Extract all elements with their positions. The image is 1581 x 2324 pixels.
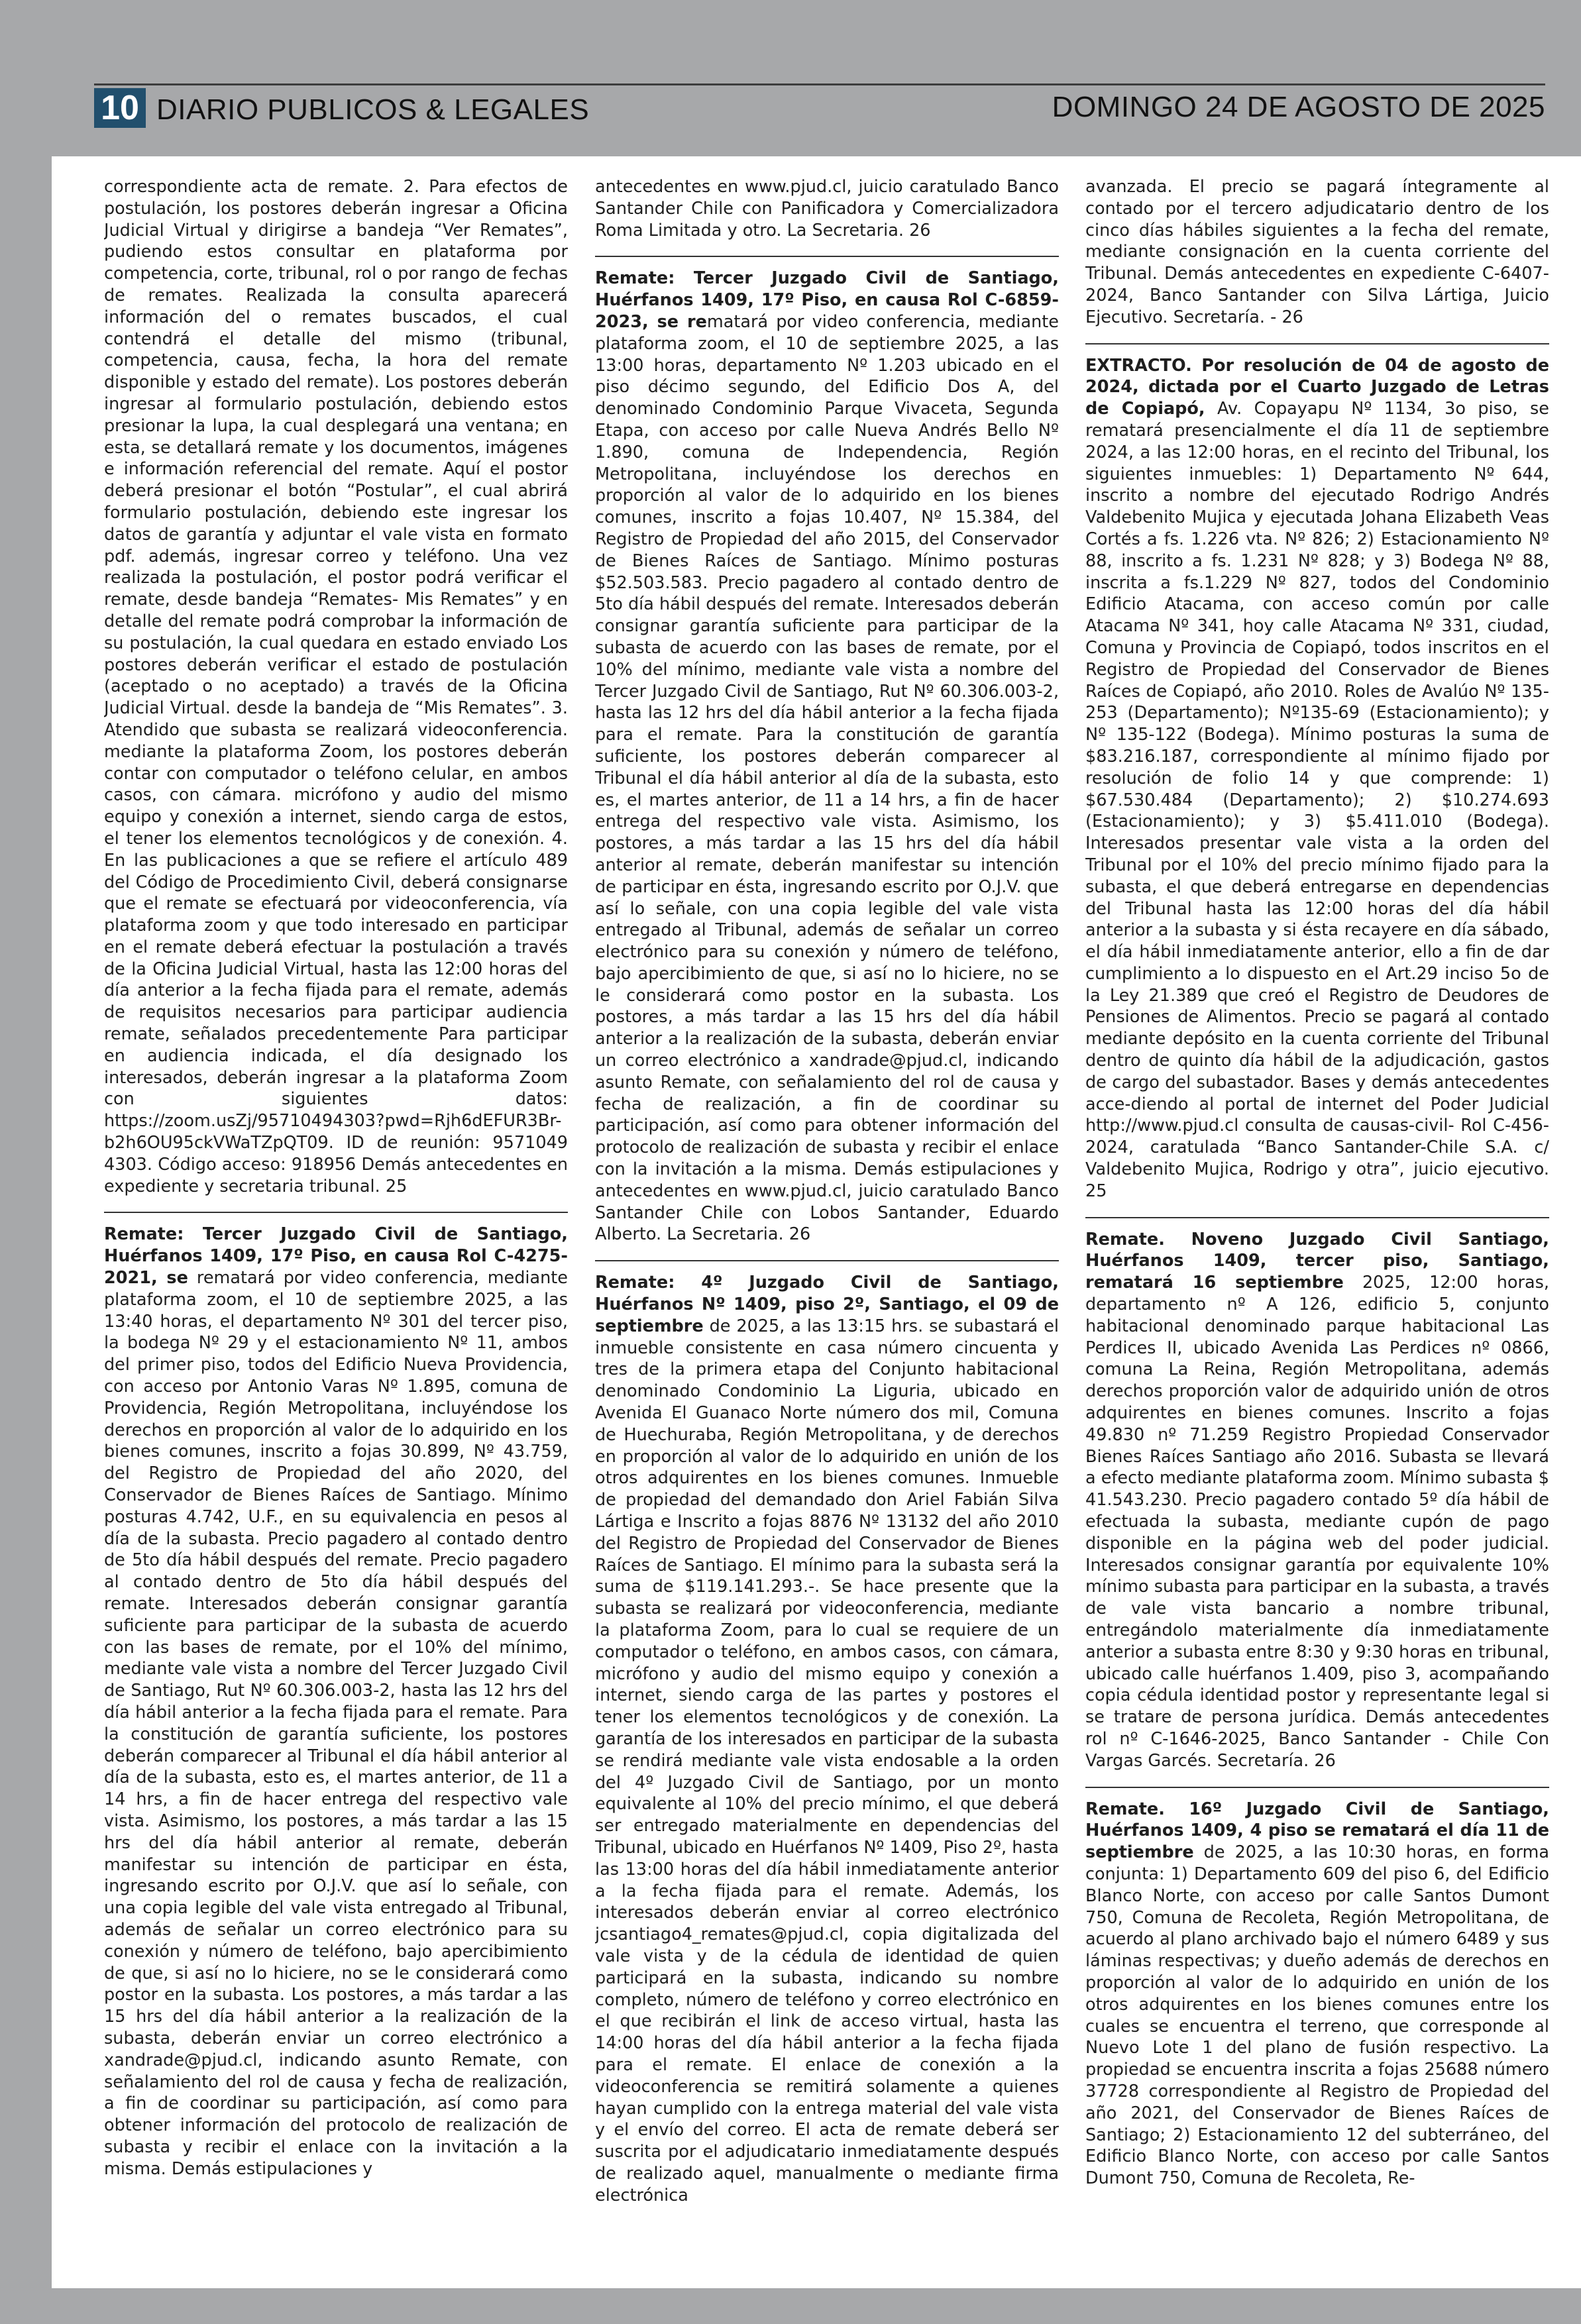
notice-continuation [1085,176,1549,329]
notice [1085,355,1549,1202]
column-3 [1085,176,1549,2276]
notice-heading: Remate: 4º Juzgado Civil de Santiago, Huérfanos Nº 1409, piso 2º, Santiago, el 09 de septiembre [595,1273,1059,1336]
notice-heading: EXTRACTO. Por resolución de 04 de agosto de 2024, dictada por el Cuarto Juzgado de Letras de Copiapó, [1085,355,1549,419]
page-header [94,83,1545,129]
notice [1085,1799,1549,2190]
notice-text: antecedentes en www.pjud.cl, juicio caratulado Banco Santander Chile con Panificadora y Comercializadora Roma Limitada y otro. La Secretaria. 26 [595,177,1059,240]
notice-text: de 2025, a las 13:15 hrs. se subastará el inmueble consistente en casa número cincuenta y tres de la primera etapa del Conjunto habitacional denominado Condominio La Liguria, ubicado en Avenida El Guanaco Norte número dos mil, Comuna de Huechuraba, Región Metropolitana, y de derechos en proporción al valor de lo adquirido en unión de los otros adquirentes en los bienes comunes. Inmueble de propiedad del demandado don Ariel Fabián Silva Lártiga e Inscrito a fojas 8876 Nº 13132 del año 2010 del Registro de Propiedad del Conservador de Bienes Raíces de Santiago. El mínimo para la subasta será la suma de $119.141.293.-. Se hace presente que la subasta se realizará por videoconferencia, mediante la plataforma Zoom, para lo cual se requiere de un computador o teléfono, en ambos casos, con cámara, micrófono y audio del mismo equipo y conexión a internet, siendo carga de las partes y postores el tener los elementos tecnológicos y de conexión. La garantía de los interesados en participar de la subasta se rendirá mediante vale vista endosable a la orden del 4º Juzgado Civil de Santiago, por un monto equivalente al 10% del precio mínimo, el que deberá ser entregado materialmente en dependencias del Tribunal, ubicado en Huérfanos Nº 1409, Piso 2º, hasta las 13:00 horas del día hábil inmediatamente anterior a la fecha fijada para el remate. Además, los interesados deberán enviar al correo electrónico jcsantiago4_remates@pjud.cl, copia digitalizada del vale vista y de la cédula de identidad de quien participará en la subasta, indicando su nombre completo, número de teléfono y correo electrónico en el que recibirán el link de acceso virtual, hasta las 14:00 horas del día hábil anterior a la fecha fijada para el remate. El enlace de conexión a la videoconferencia se remitirá solamente a quienes hayan cumplido con la entrega material del vale vista y el envío del correo. El acta de remate deberá ser suscrita por el adjudicatario inmediatamente después de realizado aquel, manualmente o mediante firma electrónica [595,1316,1059,2205]
notice-continuation [104,176,568,1197]
content-sheet [52,156,1581,2288]
notice-continuation [595,176,1059,241]
notice-text: matará por video conferencia, mediante plataforma zoom, el 10 de septiembre 2025, a las 13:00 horas, departamento Nº 1.203 ubicado en el piso décimo segundo, del Edificio Dos A, del denominado Condominio Parque Vivaceta, Segunda Etapa, con acceso por calle Nueva Andrés Bello Nº 1.890, comuna de Independencia, Región Metropolitana, incluyéndose los derechos en proporción al valor de lo adquirido en los bienes comunes, inscrito a fojas 10.407, Nº 15.384, del Registro de Propiedad del año 2015, del Conservador de Bienes Raíces de Santiago. Mínimo posturas $52.503.583. Precio pagadero al contado dentro de 5to día hábil después del remate. Interesados deberán consignar garantía suficiente para participar de la subasta de acuerdo con las bases de remate, por el 10% del mínimo, mediante vale vista a nombre del Tercer Juzgado Civil de Santiago, Rut Nº 60.306.003-2, hasta las 12 hrs del día hábil anterior a la fecha fijada para el remate. Para la constitución de garantía suficiente, los postores deberán comparecer al Tribunal el día hábil anterior al día de la subasta, esto es, el martes anterior, de 11 a 14 hrs, a fin de hacer entrega del respectivo vale vista. Asimismo, los postores, a más tardar a las 15 hrs del día hábil anterior al remate, deberán manifestar su intención de participar en ésta, ingresando escrito por O.J.V. que así lo señale, con una copia legible del vale vista entregado al Tribunal, además de señalar un correo electrónico para su conexión y número de teléfono, bajo apercibimiento de que, si así no lo hiciere, no se le considerará como postor en la subasta. Los postores, a más tardar a las 15 hrs del día hábil anterior a la realización de la subasta, deberán enviar un correo electrónico a xandrade@pjud.cl, indicando asunto Remate, con señalamiento del rol de causa y fecha de realización, a fin de coordinar su participación, así como para obtener información del protocolo de realización de subasta y recibir el enlace con la invitación a la misma. Demás estipulaciones y antecedentes en www.pjud.cl, juicio caratulado Banco Santander Chile con Lobos Santander, Eduardo Alberto. La Secretaria. 26 [595,311,1059,1245]
column-2 [595,176,1059,2276]
publication-date: DOMINGO 24 DE AGOSTO DE 2025 [1052,91,1545,123]
notice-heading: Remate. Noveno Juzgado Civil Santiago, Huérfanos 1409, tercer piso, Santiago, rematará 16 septiembre [1085,1229,1549,1293]
notice-heading: Remate. 16º Juzgado Civil de Santiago, Huérfanos 1409, 4 piso se rematará el día 11 de septiembre [1085,1799,1549,1863]
notice-divider [1085,1217,1549,1218]
newspaper-page [11,0,1581,2324]
notice-text: avanzada. El precio se pagará íntegramente al contado por el tercero adjudicatario dentro de los cinco días hábiles siguientes a la fecha del remate, mediante consignación en la cuenta corriente del Tribunal. Demás antecedentes en expediente C-6407-2024, Banco Santander con Silva Lártiga, Juicio Ejecutivo. Secretaría. - 26 [1085,177,1549,327]
notice-divider [104,1212,568,1213]
notice-text: correspondiente acta de remate. 2. Para efectos de postulación, los postores deberán ingresar a Oficina Judicial Virtual y dirigirse a bandeja “Ver Remates”, pudiendo estos consultar en plataforma por competencia, corte, tribunal, rol o por rango de fechas de remates. Realizada la consulta aparecerá información del o remates buscados, el cual contendrá el detalle del mismo (tribunal, competencia, causa, fecha, la hora del remate disponible y estado del remate). Los postores deberán ingresar al formulario postulación, debiendo estos presionar la lupa, la cual desplegará una ventana; en esta, se detallará remate y los documentos, imágenes e información referencial del remate. Aquí el postor deberá presionar el botón “Postular”, el cual abrirá formulario postulación, debiendo este ingresar los datos de garantía y adjuntar el vale vista en formato pdf. además, ingresar correo y teléfono. Una vez realizada la postulación, el postor podrá verificar el remate, desde bandeja “Remates- Mis Remates” y en detalle del remate podrá comprobar la información de su postulación, la cual quedara en estado enviado Los postores deberán verificar el estado de postulación (aceptado o no aceptado) a través de la Oficina Judicial Virtual. desde la bandeja de “Mis Remates”. 3. Atendido que subasta se realizará videoconferencia. mediante la plataforma Zoom, los postores deberán contar con computador o teléfono celular, en ambos casos, con cámara. micrófono y audio del mismo equipo y conexión a internet, siendo carga de estos, el tener los elementos tecnológicos y de conexión. 4. En las publicaciones a que se refiere el artículo 489 del Código de Procedimiento Civil, deberá consignarse que el remate se efectuará por videoconferencia, vía plataforma zoom y que todo interesado en participar en el remate deberá efectuar la postulación a través de la Oficina Judicial Virtual, hasta las 12:00 horas del día anterior a la fecha fijada para el remate, además de requisitos necesarios para participar audiencia remate, señalados precedentemente Para participar en audiencia indicada, el día designado los interesados, deberán ingresar a la plataforma Zoom con siguientes datos: https://zoom.usZj/95710494303?pwd=Rjh6dEFUR3Br-b2h6OU95ckVWaTZpQT09. ID de reunión: 9571049 4303. Código acceso: 918956 Demás antecedentes en expediente y secretaria tribunal. 25 [104,177,568,1196]
notice-text: 2025, 12:00 horas, departamento nº A 126, edificio 5, conjunto habitacional denominado parque habitacional Las Perdices II, ubicado Avenida Las Perdices nº 0866, comuna La Reina, Región Metropolitana, además derechos proporción valor de adquirido unión de otros adquirentes en bienes comunes. Inscrito a fojas 49.830 nº 71.259 Registro Propiedad Conservador Bienes Raíces Santiago año 2016. Subasta se llevará a efecto mediante plataforma zoom. Mínimo subasta $ 41.543.230. Precio pagadero contado 5º día hábil de efectuada la subasta, mediante cupón de pago disponible en la página web del poder judicial. Interesados consignar garantía por equivalente 10% mínimo subasta para participar en la subasta, a través de vale vista bancario a nombre tribunal, entregándolo materialmente día inmediatamente anterior a subasta entre 8:30 y 9:30 horas en tribunal, ubicado calle huérfanos 1.409, piso 3, acompañando copia cédula identidad postor y representante legal si se tratare de persona jurídica. Demás antecedentes rol nº C-1646-2025, Banco Santander - Chile Con Vargas Garcés. Secretaría. 26 [1085,1273,1549,1771]
notice-divider [595,1260,1059,1261]
notice [595,1272,1059,2206]
publication-name: DIARIO PUBLICOS & LEGALES [156,93,590,126]
notice-divider [1085,343,1549,344]
notice [104,1224,568,2180]
notice-divider [595,256,1059,257]
notice-heading: Remate: Tercer Juzgado Civil de Santiago, Huérfanos 1409, 17º Piso, en causa Rol C-6859-2023, se re [595,268,1059,332]
notice-text: rematará por video conferencia, mediante plataforma zoom, el 10 de septiembre 2025, a las 13:40 horas, el departamento Nº 301 del tercer piso, la bodega Nº 29 y el estacionamiento Nº 11, ambos del primer piso, todos del Edificio Nueva Providencia, con acceso por Antonio Varas Nº 1.895, comuna de Providencia, Región Metropolitana, incluyéndose los derechos en proporción al valor de lo adquirido en los bienes comunes, inscrito a fojas 30.899, Nº 43.759, del Registro de Propiedad del año 2020, del Conservador de Bienes Raíces de Santiago. Mínimo posturas 4.742, U.F., en su equivalencia en pesos al día de la subasta. Precio pagadero al contado dentro de 5to día hábil después del remate. Precio pagadero al contado dentro de 5to día hábil después del remate. Interesados deberán consignar garantía suficiente para participar de la subasta de acuerdo con las bases de remate, por el 10% del mínimo, mediante vale vista a nombre del Tercer Juzgado Civil de Santiago, Rut Nº 60.306.003-2, hasta las 12 hrs del día hábil anterior a la fecha fijada para el remate. Para la constitución de garantía suficiente, los postores deberán comparecer al Tribunal el día hábil anterior al día de la subasta, esto es, el martes anterior, de 11 a 14 hrs, a fin de hacer entrega del respectivo vale vista. Asimismo, los postores, a más tardar a las 15 hrs del día hábil anterior al remate, deberán manifestar su intención de participar en ésta, ingresando escrito por O.J.V. que así lo señale, con una copia legible del vale vista entregado al Tribunal, además de señalar un correo electrónico para su conexión y número de teléfono, bajo apercibimiento de que, si así no lo hiciere, no se le considerará como postor en la subasta. Los postores, a más tardar a las 15 hrs del día hábil anterior a la realización de la subasta, deberán enviar un correo electrónico a xandrade@pjud.cl, indicando asunto Remate, con señalamiento del rol de causa y fecha de realización, a fin de coordinar su participación, así como para obtener información del protocolo de realización de subasta y recibir el enlace con la invitación a la misma. Demás estipulaciones y [104,1268,568,2179]
page-number: 10 [94,88,146,128]
notice-text: de 2025, a las 10:30 horas, en forma conjunta: 1) Departamento 609 del piso 6, del Edificio Blanco Norte, con acceso por calle Santos Dumont 750, Comuna de Recoleta, Región Metropolitana, de acuerdo al plano archivado bajo el número 6489 y sus láminas respectivas; y dueño además de derechos en proporción al valor de lo adquirido en unión de los otros adquirentes en los bienes comunes entre los cuales se encuentra el terreno, que corresponde al Nuevo Lote 1 del plano de fusión respectivo. La propiedad se encuentra inscrita a fojas 25688 número 37728 correspondiente al Registro de Propiedad del año 2021, del Conservador de Bienes Raíces de Santiago; 2) Estacionamiento 12 del subterráneo, del Edificio Blanco Norte, con acceso por calle Santos Dumont 750, Comuna de Recoleta, Re- [1085,1842,1549,2189]
notice-text: Av. Copayapu Nº 1134, 3o piso, se rematará presencialmente el día 11 de septiembre 2024, a las 12:00 horas, en el recinto del Tribunal, los siguientes inmuebles: 1) Departamento Nº 644, inscrito a nombre del ejecutado Rodrigo Andrés Valdebenito Mujica y ejecutada Johana Elizabeth Veas Cortés a fs. 1.226 vta. Nº 826; 2) Estacionamiento Nº 88, inscrito a fs. 1.231 Nº 828; y 3) Bodega Nº 88, inscrita a fs.1.229 Nº 827, todos del Condominio Edificio Atacama, con acceso común por calle Atacama Nº 341, hoy calle Atacama Nº 331, ciudad, Comuna y Provincia de Copiapó, todos inscritos en el Registro de Propiedad del Conservador de Bienes Raíces de Copiapó, año 2010. Roles de Avalúo Nº 135-253 (Departamento); Nº135-69 (Estacionamiento); y Nº 135-122 (Bodega). Mínimo posturas la suma de $83.216.187, correspondiente al mínimo fijado por resolución de folio 14 y que comprende: 1) $67.530.484 (Departamento); 2) $10.274.693 (Estacionamiento); y 3) $5.411.010 (Bodega). Interesados presentar vale vista a la orden del Tribunal por el 10% del precio mínimo fijado para la subasta, el que deberá entregarse en dependencias del Tribunal hasta las 12:00 horas del día hábil anterior a la subasta y si ésta recayere en día sábado, el día hábil inmediatamente anterior, ello a fin de dar cumplimiento a lo dispuesto en el Art.29 inciso 5o de la Ley 21.389 que creó el Registro de Deudores de Pensiones de Alimentos. Precio se pagará al contado mediante depósito en la cuenta corriente del Tribunal dentro de quinto día hábil de la adjudicación, gastos de cargo del subastador. Bases y demás antecedentes acce-diendo al portal de internet del Poder Judicial http://www.pjud.cl consulta de causas-civil- Rol C-456-2024, caratulada “Banco Santander-Chile S.A. c/ Valdebenito Mujica, Rodrigo y otra”, juicio ejecutivo. 25 [1085,399,1549,1201]
notice [1085,1229,1549,1772]
notice-heading: Remate: Tercer Juzgado Civil de Santiago, Huérfanos 1409, 17º Piso, en causa Rol C-4275-2021, se [104,1224,568,1289]
notice [595,268,1059,1245]
notice-divider [1085,1787,1549,1788]
column-1 [104,176,568,2276]
